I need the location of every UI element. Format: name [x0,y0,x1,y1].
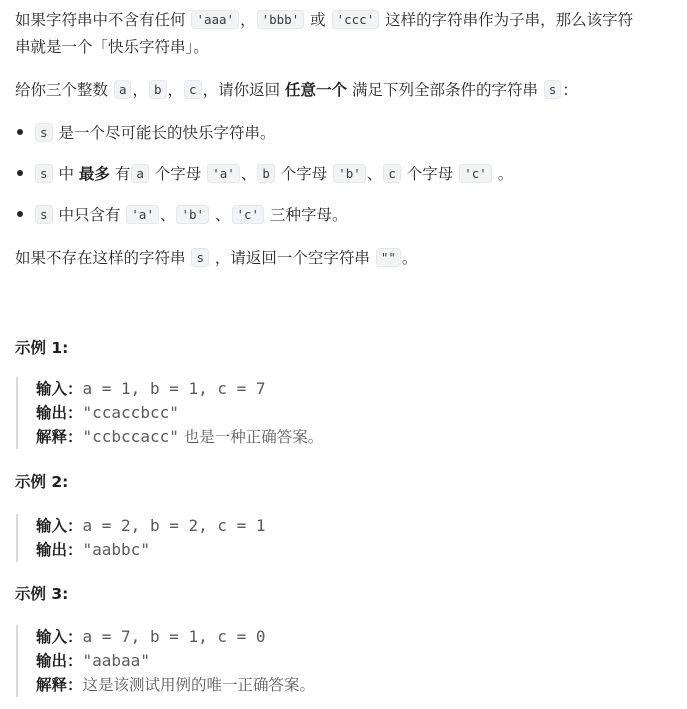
inline-code: 'a' [126,205,159,224]
inline-code: c [184,80,202,99]
intro-text: 如果字符串中不含有任何 [15,11,191,29]
example-1-block [16,377,323,449]
explain-text: 也是一种正确答案。 [178,428,324,446]
condition-text: 、 [159,206,176,224]
note-text: 如果不存在这样的字符串 [15,249,191,267]
bullet-dot [17,129,23,135]
inline-code: b [257,164,275,183]
condition-text: 个字母 [275,165,333,183]
condition-text: 。 [492,165,514,183]
inline-code: s [35,164,53,183]
inline-code: 'bbb' [257,10,305,29]
example-output-row [36,401,323,425]
inline-code: c [383,164,401,183]
inline-code: s [544,80,562,99]
input-label: 输入： [36,380,83,398]
given-text: ，请你返回 [202,81,285,99]
given-line [15,78,578,102]
condition-text: 、 [366,165,383,183]
inline-code: a [114,80,132,99]
example-explain-row [36,425,323,449]
example-2-title: 示例 2: [15,473,69,491]
intro-text: 串就是一个「快乐字符串」。 [15,38,209,56]
example-1-title: 示例 1: [15,339,69,357]
inline-code: 'a' [207,164,240,183]
inline-code: s [191,248,209,267]
condition-text: 个字母 [401,165,459,183]
explain-code: "ccbccacc" [82,427,179,446]
inline-code: a [131,164,149,183]
output-label: 输出： [36,404,83,422]
output-label: 输出： [36,652,83,670]
intro-line-1 [15,8,633,32]
explain-label: 解释： [36,428,83,446]
example-input-row [36,514,266,538]
separator: ， [240,11,256,29]
intro-text: 这样的字符串作为子串，那么该字符 [380,11,634,29]
inline-code: s [35,205,53,224]
intro-text: 或 [305,11,331,29]
note-text: ，请返回一个空字符串 [209,249,375,267]
output-value: "ccaccbcc" [82,403,179,422]
condition-text: 有 [109,165,131,183]
note-text: 。 [401,249,418,267]
example-output-row [36,538,266,562]
bullet-dot [17,170,23,176]
inline-code: s [35,123,53,142]
separator: ， [167,81,184,99]
inline-code: 'b' [333,164,366,183]
condition-text: 是一个尽可能长的快乐字符串。 [53,124,276,142]
given-text: 满足下列全部条件的字符串 [347,81,543,99]
condition-text: 、 [240,165,257,183]
inline-code: 'ccc' [332,10,380,29]
condition-text: 三种字母。 [265,206,348,224]
input-value: a = 2, b = 2, c = 1 [82,516,266,535]
inline-code: b [149,80,167,99]
condition-item-1 [34,121,275,145]
inline-code: 'c' [232,205,265,224]
example-input-row [36,377,323,401]
emphasis-text: 最多 [78,165,110,183]
input-value: a = 7, b = 1, c = 0 [82,627,266,646]
explain-text: 这是该测试用例的唯一正确答案。 [82,676,316,694]
bullet-dot [17,211,23,217]
input-label: 输入： [36,628,83,646]
condition-text: 个字母 [149,165,207,183]
condition-text: 、 [210,206,231,224]
emphasis-text: 任意一个 [285,81,348,99]
example-explain-row [36,673,315,697]
input-label: 输入： [36,517,83,535]
condition-text: 中 [53,165,79,183]
inline-code: 'aaa' [191,10,239,29]
output-label: 输出： [36,541,83,559]
output-value: "aabbc" [82,540,150,559]
inline-code: 'c' [459,164,492,183]
example-3-block [16,625,315,697]
input-value: a = 1, b = 1, c = 7 [82,379,266,398]
example-3-title: 示例 3: [15,585,69,603]
given-text: ： [562,81,578,99]
condition-item-3 [34,203,348,227]
example-output-row [36,649,315,673]
explain-label: 解释： [36,676,83,694]
inline-code: 'b' [176,205,209,224]
inline-code: "" [376,248,401,267]
separator: ， [132,81,148,99]
example-input-row [36,625,315,649]
condition-text: 中只含有 [53,206,126,224]
condition-item-2 [34,162,513,186]
empty-string-note [15,246,417,270]
example-2-block [16,514,266,562]
given-text: 给你三个整数 [15,81,113,99]
intro-line-2 [15,35,209,59]
output-value: "aabaa" [82,651,150,670]
